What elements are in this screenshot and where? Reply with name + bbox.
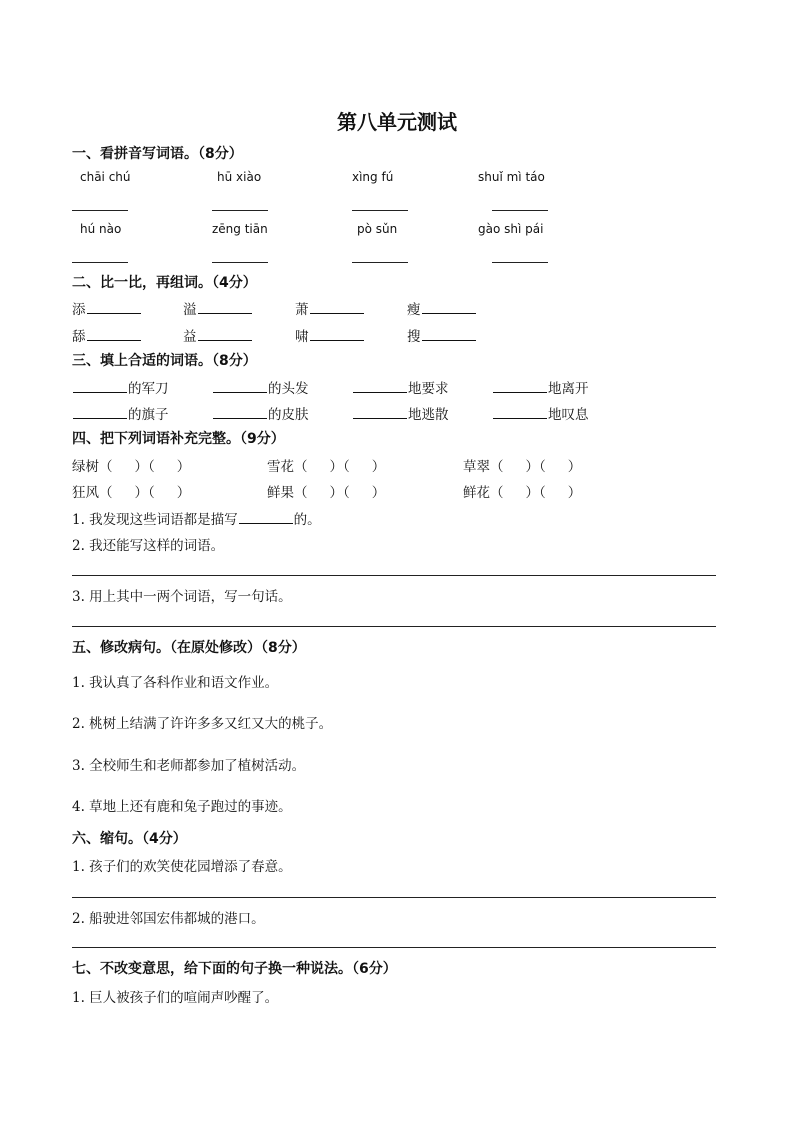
fill-blank[interactable] (73, 391, 127, 393)
paren-close: ） (371, 459, 386, 475)
s6-question-2: 2. 船驶进邻国宏伟都城的港口。 (72, 911, 265, 927)
word-stem: 鲜花 (463, 485, 490, 501)
char: 啸 (295, 329, 309, 345)
paren-open: （ (99, 459, 113, 475)
char: 舔 (72, 329, 86, 345)
fill-blank[interactable] (353, 391, 407, 393)
fill-suffix: 地叹息 (548, 407, 589, 423)
word-stem: 绿树 (72, 459, 99, 475)
fill-suffix: 的旗子 (128, 407, 169, 423)
fill-blank[interactable] (239, 522, 293, 524)
fill-item (352, 403, 449, 423)
paren-open: （ (148, 459, 155, 475)
word-stem: 雪花 (267, 459, 294, 475)
paren-open: （ (490, 485, 504, 501)
fill-item (492, 377, 589, 397)
fill-item (492, 403, 589, 423)
paren-close: ） (567, 485, 582, 501)
question-text: 的。 (293, 512, 321, 528)
fill-blank[interactable] (353, 417, 407, 419)
paren-close: ） (525, 459, 539, 475)
fill-blank[interactable] (198, 339, 252, 341)
answer-line[interactable] (72, 575, 716, 576)
section-3-heading: 三、填上合适的词语。（8分） (72, 353, 257, 369)
sick-sentence[interactable]: 3. 全校师生和老师都参加了植树活动。 (72, 758, 306, 774)
pinyin-5: hú nào (80, 222, 122, 236)
section-5-heading: 五、修改病句。（在原处修改）（8分） (72, 640, 306, 656)
char: 添 (72, 302, 86, 318)
paren-open: （ (99, 485, 113, 501)
fill-blank[interactable] (73, 417, 127, 419)
fill-item (212, 377, 309, 397)
char: 萧 (295, 302, 309, 318)
fill-blank[interactable] (213, 417, 267, 419)
paren-close: ） (176, 485, 191, 501)
complete-word-item (72, 481, 190, 501)
fill-suffix: 地逃散 (408, 407, 449, 423)
complete-word-item (463, 481, 581, 501)
pinyin-3: xìng fú (352, 170, 394, 184)
answer-line[interactable] (72, 210, 128, 211)
section-1-heading: 一、看拼音写词语。（8分） (72, 146, 243, 162)
paren-close: ） (329, 485, 343, 501)
paren-close: ） (329, 459, 343, 475)
fill-blank[interactable] (422, 312, 476, 314)
answer-line[interactable] (72, 947, 716, 948)
s4-question-1 (72, 508, 321, 528)
sick-sentence[interactable]: 4. 草地上还有鹿和兔子跑过的事迹。 (72, 799, 292, 815)
fill-item (72, 403, 169, 423)
section-2-heading: 二、比一比，再组词。（4分） (72, 275, 257, 291)
complete-word-item (267, 481, 385, 501)
section-7-heading: 七、不改变意思，给下面的句子换一种说法。（6分） (72, 961, 397, 977)
paren-open: （ (294, 485, 308, 501)
fill-item (352, 377, 449, 397)
compare-item (407, 298, 477, 318)
answer-line[interactable] (72, 262, 128, 263)
fill-blank[interactable] (198, 312, 252, 314)
paren-open: （ (490, 459, 504, 475)
fill-suffix: 的皮肤 (268, 407, 309, 423)
s6-question-1: 1. 孩子们的欢笑使花园增添了春意。 (72, 859, 292, 875)
compare-item (183, 298, 253, 318)
compare-item (407, 325, 477, 345)
char: 溢 (183, 302, 197, 318)
compare-item (295, 298, 365, 318)
fill-blank[interactable] (213, 391, 267, 393)
paren-open: （ (343, 485, 350, 501)
paren-open: （ (539, 459, 546, 475)
char: 瘦 (407, 302, 421, 318)
sick-sentence[interactable]: 1. 我认真了各科作业和语文作业。 (72, 675, 279, 691)
paren-open: （ (148, 485, 155, 501)
char: 益 (183, 329, 197, 345)
page-title: 第八单元测试 (337, 110, 457, 134)
fill-blank[interactable] (493, 391, 547, 393)
section-4-heading: 四、把下列词语补充完整。（9分） (72, 431, 285, 447)
answer-line[interactable] (72, 626, 716, 627)
fill-blank[interactable] (87, 339, 141, 341)
word-stem: 鲜果 (267, 485, 294, 501)
answer-line[interactable] (352, 262, 408, 263)
answer-line[interactable] (212, 210, 268, 211)
sick-sentence[interactable]: 2. 桃树上结满了许许多多又红又大的桃子。 (72, 716, 333, 732)
pinyin-4: shuǐ mì táo (478, 170, 545, 184)
fill-blank[interactable] (87, 312, 141, 314)
compare-item (183, 325, 253, 345)
answer-line[interactable] (212, 262, 268, 263)
pinyin-7: pò sǔn (357, 222, 398, 236)
paren-open: （ (539, 485, 546, 501)
paren-open: （ (294, 459, 308, 475)
complete-word-item (267, 455, 385, 475)
pinyin-1: chāi chú (80, 170, 131, 184)
section-6-heading: 六、缩句。（4分） (72, 831, 187, 847)
s4-question-3: 3. 用上其中一两个词语，写一句话。 (72, 589, 292, 605)
compare-item (295, 325, 365, 345)
answer-line[interactable] (72, 897, 716, 898)
paren-open: （ (343, 459, 350, 475)
fill-suffix: 地要求 (408, 381, 449, 397)
pinyin-8: gào shì pái (478, 222, 544, 236)
answer-line[interactable] (352, 210, 408, 211)
fill-suffix: 的军刀 (128, 381, 169, 397)
pinyin-2: hū xiào (217, 170, 262, 184)
fill-suffix: 地离开 (548, 381, 589, 397)
fill-blank[interactable] (493, 417, 547, 419)
paren-close: ） (134, 459, 148, 475)
word-stem: 草翠 (463, 459, 490, 475)
s7-question-1: 1. 巨人被孩子们的喧闹声吵醒了。 (72, 990, 279, 1006)
compare-item (72, 298, 142, 318)
char: 搜 (407, 329, 421, 345)
s4-question-2: 2. 我还能写这样的词语。 (72, 538, 225, 554)
word-stem: 狂风 (72, 485, 99, 501)
paren-close: ） (567, 459, 582, 475)
pinyin-6: zēng tiān (212, 222, 268, 236)
complete-word-item (463, 455, 581, 475)
fill-item (72, 377, 169, 397)
paren-close: ） (525, 485, 539, 501)
fill-blank[interactable] (422, 339, 476, 341)
paren-close: ） (134, 485, 148, 501)
answer-line[interactable] (492, 262, 548, 263)
paren-close: ） (371, 485, 386, 501)
fill-blank[interactable] (310, 312, 364, 314)
compare-item (72, 325, 142, 345)
answer-line[interactable] (492, 210, 548, 211)
complete-word-item (72, 455, 190, 475)
fill-blank[interactable] (310, 339, 364, 341)
question-text: 1. 我发现这些词语都是描写 (72, 512, 238, 528)
fill-item (212, 403, 309, 423)
fill-suffix: 的头发 (268, 381, 309, 397)
paren-close: ） (176, 459, 191, 475)
